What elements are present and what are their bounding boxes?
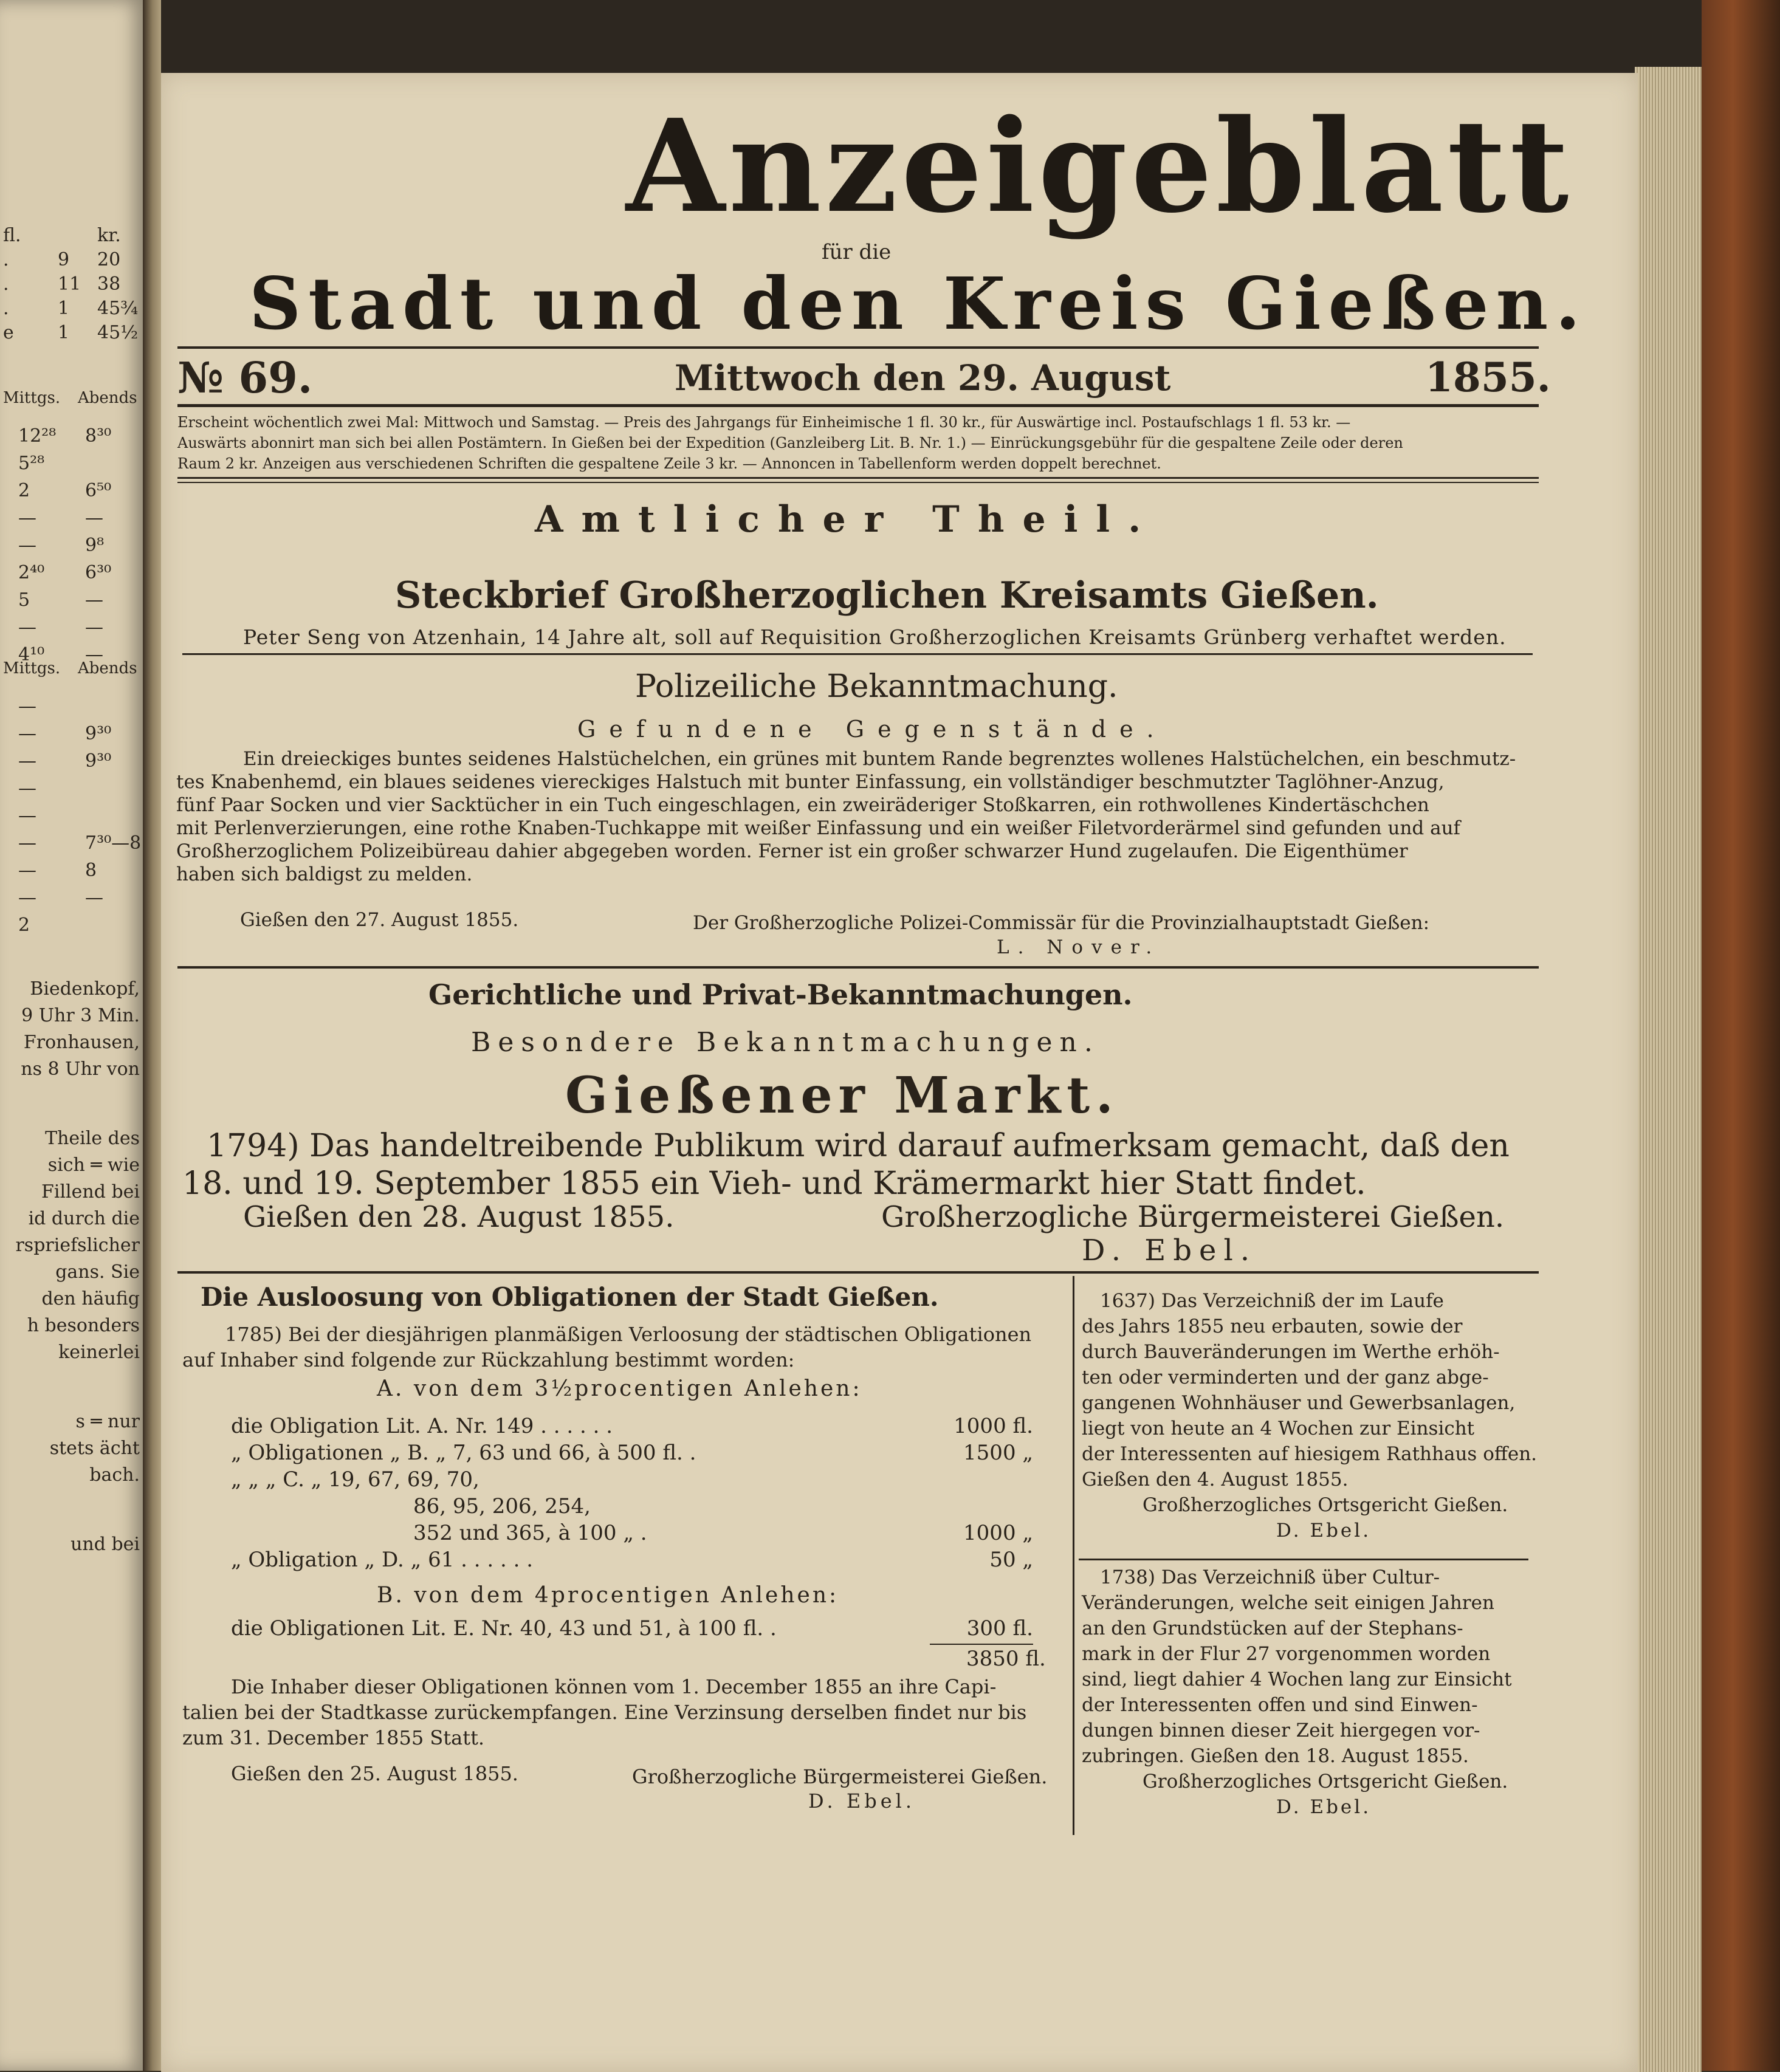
text-line: 1637) Das Verzeichniß der im Laufe bbox=[1100, 1290, 1444, 1312]
lottery-signatory: Großherzogliche Bürgermeisterei Gießen. bbox=[632, 1765, 1048, 1788]
text-line: des Jahrs 1855 neu erbauten, sowie der bbox=[1082, 1316, 1463, 1337]
lottery-date: Gießen den 25. August 1855. bbox=[231, 1762, 518, 1785]
text-line: tes Knabenhemd, ein blaues seidenes viereckiges Halstuch mit bunter Einfassung, ein vollständiger beschmutzter Taglöhner-Anzug, bbox=[176, 771, 1445, 793]
lottery-total: 3850 fl. bbox=[966, 1647, 1046, 1671]
left-row-value: 11 bbox=[58, 273, 81, 295]
lottery-a-amount: 1000 „ bbox=[963, 1521, 1033, 1545]
left-table-cell: 5 bbox=[18, 589, 30, 611]
left-text-line: den häufig bbox=[41, 1288, 140, 1309]
left-row-value: 1 bbox=[58, 322, 70, 343]
rule bbox=[177, 966, 1539, 969]
text-line: Veränderungen, welche seit einigen Jahren bbox=[1082, 1592, 1494, 1614]
issue-date: Mittwoch den 29. August bbox=[675, 357, 1171, 399]
lottery-a-row bbox=[231, 1413, 1064, 1439]
left-text-line: keinerlei bbox=[58, 1342, 140, 1363]
left-table-cell: — bbox=[18, 696, 36, 717]
left-row-label: . bbox=[3, 273, 9, 295]
issue-year: 1855. bbox=[1425, 354, 1551, 401]
rule bbox=[1079, 1559, 1528, 1560]
left-table-cell: — bbox=[18, 617, 36, 638]
left-table-cell: — bbox=[18, 750, 36, 772]
found-date: Gießen den 27. August 1855. bbox=[240, 909, 519, 931]
left-table-cell: — bbox=[85, 589, 103, 611]
rule bbox=[177, 1271, 1539, 1274]
left-table-cell: 8³⁰ bbox=[85, 425, 112, 447]
left-table-cell: — bbox=[85, 644, 103, 665]
left-row-value: 9 bbox=[58, 249, 70, 270]
masthead-fuer-die: für die bbox=[822, 240, 892, 264]
left-table-cell: 4¹⁰ bbox=[18, 644, 45, 665]
lottery-a-amount: 1000 fl. bbox=[954, 1414, 1033, 1438]
lottery-a-row bbox=[231, 1493, 1064, 1520]
left-text-line: Fronhausen, bbox=[23, 1032, 140, 1053]
left-page bbox=[0, 0, 146, 2071]
left-table-cell: — bbox=[18, 778, 36, 799]
left-text-line: h besonders bbox=[27, 1315, 140, 1336]
text-line: auf Inhaber sind folgende zur Rückzahlung bestimmt worden: bbox=[182, 1348, 795, 1371]
found-name: L. Nover. bbox=[997, 936, 1161, 958]
left-row-value: 45¾ bbox=[97, 298, 139, 319]
left-table-header: Mittgs. bbox=[3, 659, 61, 678]
issue-number: № 69. bbox=[177, 352, 313, 403]
police-title: Polizeiliche Bekanntmachung. bbox=[635, 668, 1118, 705]
left-table-cell: — bbox=[18, 723, 36, 744]
left-text-line: gans. Sie bbox=[55, 1261, 140, 1283]
left-text-line: und bei bbox=[70, 1534, 140, 1555]
left-row-value: kr. bbox=[97, 225, 121, 246]
header-rule-top bbox=[177, 346, 1539, 349]
left-table-cell: 8 bbox=[85, 860, 97, 881]
left-text-line: bach. bbox=[89, 1464, 140, 1486]
rule bbox=[182, 653, 1533, 655]
text-line: 1794) Das handeltreibende Publikum wird darauf aufmerksam gemacht, daß den bbox=[207, 1128, 1510, 1164]
market-text bbox=[182, 1127, 1510, 1202]
text-line: talien bei der Stadtkasse zurückempfangen. Eine Verzinsung derselben findet nur bis bbox=[182, 1701, 1027, 1724]
text-line: zubringen. Gießen den 18. August 1855. bbox=[1082, 1745, 1469, 1767]
text-line: 18. und 19. September 1855 ein Vieh- und Krämermarkt hier Statt findet. bbox=[182, 1165, 1366, 1202]
lottery-a-heading: A. von dem 3½procentigen Anlehen: bbox=[377, 1376, 862, 1401]
lottery-b-heading: B. von dem 4procentigen Anlehen: bbox=[377, 1583, 839, 1608]
warrant-title: Steckbrief Großherzoglichen Kreisamts Gießen. bbox=[395, 574, 1379, 617]
text-line: Ein dreieckiges buntes seidenes Halstüchelchen, ein grünes mit buntem Rande begrenztes wollenes Halstüchelchen, ein beschmutz- bbox=[243, 748, 1516, 770]
lottery-closing bbox=[182, 1674, 1026, 1751]
notice-1637 bbox=[1082, 1288, 1537, 1543]
text-line: Großherzoglichem Polizeibüreau dahier abgegeben worden. Ferner ist ein großer schwarzer Hund zugelaufen. Die Eigenthümer bbox=[176, 840, 1408, 862]
left-text-line: stets ächt bbox=[49, 1438, 140, 1459]
text-line: der Interessenten offen und sind Einwen- bbox=[1082, 1694, 1478, 1716]
left-table-cell: 6³⁰ bbox=[85, 562, 112, 583]
lottery-a-amount: 50 „ bbox=[989, 1548, 1033, 1572]
left-table-cell: — bbox=[85, 887, 103, 908]
column-divider bbox=[1073, 1276, 1074, 1835]
found-signatory: Der Großherzogliche Polizei-Commissär für die Provinzialhauptstadt Gießen: bbox=[693, 912, 1430, 934]
left-table-cell: — bbox=[85, 507, 103, 529]
left-table-header: Abends bbox=[78, 389, 137, 407]
text-line: 1785) Bei der diesjährigen planmäßigen Verloosung der städtischen Obligationen bbox=[225, 1323, 1032, 1346]
left-text-line: ns 8 Uhr von bbox=[21, 1058, 140, 1080]
lottery-a-row bbox=[231, 1520, 1064, 1546]
text-line: fünf Paar Socken und vier Sacktücher in ein Tuch eingeschlagen, ein zweiräderiger Stoßkarren, ein rothwollenes Kindertäschchen bbox=[176, 794, 1429, 816]
lottery-a-text: „ Obligation „ D. „ 61 . . . . . . bbox=[231, 1548, 534, 1572]
masthead-title: Anzeigeblatt bbox=[626, 91, 1573, 241]
found-items-text bbox=[176, 747, 1516, 886]
left-row-label: . bbox=[3, 249, 9, 270]
left-table-cell: — bbox=[18, 805, 36, 826]
left-row-label: fl. bbox=[3, 225, 21, 246]
notice-signatory: Großherzogliches Ortsgericht Gießen. bbox=[1143, 1494, 1508, 1516]
text-line: durch Bauveränderungen im Werthe erhöh- bbox=[1082, 1341, 1500, 1363]
left-text-line: Biedenkopf, bbox=[30, 978, 140, 1000]
text-line: Die Inhaber dieser Obligationen können vom 1. December 1855 an ihre Capi- bbox=[231, 1675, 997, 1698]
text-line: zum 31. December 1855 Statt. bbox=[182, 1726, 485, 1749]
left-table-cell: 2 bbox=[18, 480, 30, 501]
background-top bbox=[161, 0, 1705, 73]
left-row-value: 1 bbox=[58, 298, 70, 319]
text-line: gangenen Wohnhäuser und Gewerbsanlagen, bbox=[1082, 1392, 1516, 1414]
lottery-a-text: „ Obligationen „ B. „ 7, 63 und 66, à 500 fl. . bbox=[231, 1441, 696, 1465]
text-line: liegt von heute an 4 Wochen zur Einsicht bbox=[1082, 1418, 1475, 1439]
left-table-cell: — bbox=[18, 887, 36, 908]
private-subheading: Besondere Bekanntmachungen. bbox=[471, 1027, 1100, 1058]
text-line: mit Perlenverzierungen, eine rothe Knaben-Tuchkappe mit weißer Einfassung und ein weißer Filetvorderärmel sind gefunden und auf bbox=[176, 817, 1461, 839]
lottery-a-text: 86, 95, 206, 254, bbox=[413, 1494, 591, 1518]
left-text-line: s ═ nur bbox=[75, 1411, 140, 1432]
left-table-cell: — bbox=[18, 860, 36, 881]
market-title: Gießener Markt. bbox=[565, 1066, 1119, 1125]
text-line: 1738) Das Verzeichniß über Cultur- bbox=[1100, 1566, 1440, 1588]
lottery-intro bbox=[182, 1322, 1031, 1373]
lottery-a-table bbox=[231, 1413, 1064, 1573]
left-row-value: 20 bbox=[97, 249, 121, 270]
left-table-header: Mittgs. bbox=[3, 389, 61, 407]
lottery-a-text: die Obligation Lit. A. Nr. 149 . . . . . . bbox=[231, 1414, 613, 1438]
left-table-cell: 5²⁸ bbox=[18, 453, 45, 474]
terms-line: Raum 2 kr. Anzeigen aus verschiedenen Schriften die gespaltene Zeile 3 kr. — Annoncen in Tabellenform werden doppelt berechnet. bbox=[177, 455, 1161, 472]
left-text-line: sich ═ wie bbox=[47, 1154, 140, 1176]
lottery-a-amount: 1500 „ bbox=[963, 1441, 1033, 1465]
warrant-text: Peter Seng von Atzenhain, 14 Jahre alt, soll auf Requisition Großherzoglichen Kreisamts Grünberg verhaftet werden. bbox=[243, 625, 1507, 649]
text-line: sind, liegt dahier 4 Wochen lang zur Einsicht bbox=[1082, 1669, 1512, 1690]
text-line: Gießen den 4. August 1855. bbox=[1082, 1469, 1349, 1491]
private-heading: Gerichtliche und Privat-Bekanntmachungen. bbox=[428, 978, 1133, 1011]
text-line: an den Grundstücken auf der Stephans- bbox=[1082, 1617, 1463, 1639]
market-name: D. Ebel. bbox=[1082, 1233, 1257, 1268]
left-table-header: Abends bbox=[78, 659, 137, 678]
left-table-cell: 9³⁰ bbox=[85, 723, 112, 744]
lottery-a-text: „ „ „ C. „ 19, 67, 69, 70, bbox=[231, 1467, 479, 1492]
text-line: mark in der Flur 27 vorgenommen worden bbox=[1082, 1643, 1491, 1665]
rule bbox=[177, 477, 1539, 479]
left-row-value: 38 bbox=[97, 273, 121, 295]
text-line: der Interessenten auf hiesigem Rathhaus offen. bbox=[1082, 1443, 1538, 1465]
left-table-cell: 9⁸ bbox=[85, 535, 105, 556]
market-signatory: Großherzogliche Bürgermeisterei Gießen. bbox=[881, 1200, 1505, 1234]
left-row-label: e bbox=[3, 322, 14, 343]
left-text-line: Theile des bbox=[45, 1128, 140, 1149]
lottery-a-row bbox=[231, 1439, 1064, 1466]
text-line: haben sich baldigst zu melden. bbox=[176, 863, 473, 885]
found-heading: Gefundene Gegenstände. bbox=[577, 716, 1167, 743]
text-line: ten oder verminderten und der ganz abge- bbox=[1082, 1367, 1489, 1388]
notice-signatory: Großherzogliches Ortsgericht Gießen. bbox=[1143, 1771, 1508, 1792]
text-line: dungen binnen dieser Zeit hiergegen vor- bbox=[1082, 1720, 1480, 1741]
subscription-terms bbox=[177, 412, 1403, 474]
left-table-cell: 7³⁰—8 bbox=[85, 832, 142, 854]
sum-rule bbox=[930, 1644, 1033, 1645]
lottery-a-text: 352 und 365, à 100 „ . bbox=[413, 1521, 647, 1545]
official-heading: Amtlicher Theil. bbox=[535, 498, 1160, 541]
lottery-name: D. Ebel. bbox=[808, 1789, 916, 1813]
left-row-value: 45½ bbox=[97, 322, 139, 343]
terms-line: Auswärts abonnirt man sich bei allen Postämtern. In Gießen bei der Expedition (Ganzleiberg Lit. B. Nr. 1.) — Einrückungsgebühr für die gespaltene Zeile oder deren bbox=[177, 434, 1403, 451]
lottery-a-row bbox=[231, 1466, 1064, 1493]
rule bbox=[177, 482, 1539, 483]
left-table-cell: 12²⁸ bbox=[18, 425, 57, 447]
book-cover bbox=[1702, 0, 1780, 2071]
page-edges bbox=[1635, 67, 1702, 2072]
left-table-cell: — bbox=[18, 507, 36, 529]
market-date: Gießen den 28. August 1855. bbox=[243, 1200, 675, 1234]
left-table-cell: 2 bbox=[18, 914, 30, 936]
left-text-line: 9 Uhr 3 Min. bbox=[21, 1005, 140, 1026]
left-text-line: rspriefslicher bbox=[15, 1235, 140, 1256]
left-table-cell: — bbox=[18, 535, 36, 556]
lottery-title: Die Ausloosung von Obligationen der Stadt Gießen. bbox=[201, 1282, 939, 1312]
notice-name: D. Ebel. bbox=[1276, 1520, 1372, 1542]
header-rule-bottom bbox=[177, 404, 1539, 407]
left-table-cell: — bbox=[18, 832, 36, 854]
masthead-subtitle: Stadt und den Kreis Gießen. bbox=[249, 261, 1588, 346]
notice-name: D. Ebel. bbox=[1276, 1796, 1372, 1818]
left-table-cell: 2⁴⁰ bbox=[18, 562, 45, 583]
left-table-cell: — bbox=[85, 617, 103, 638]
lottery-b-amount: 300 fl. bbox=[966, 1616, 1033, 1641]
left-table-cell: 9³⁰ bbox=[85, 750, 112, 772]
lottery-a-row bbox=[231, 1546, 1064, 1573]
left-text-line: id durch die bbox=[28, 1208, 140, 1229]
lottery-b-row bbox=[231, 1616, 1064, 1641]
lottery-b-text: die Obligationen Lit. E. Nr. 40, 43 und 51, à 100 fl. . bbox=[231, 1616, 777, 1641]
terms-line: Erscheint wöchentlich zwei Mal: Mittwoch und Samstag. — Preis des Jahrgangs für Einheimische 1 fl. 30 kr., für Auswärtige incl. Postaufschlags 1 fl. 53 kr. — bbox=[177, 414, 1351, 431]
notice-1738 bbox=[1082, 1565, 1512, 1820]
left-table-cell: 6⁵⁰ bbox=[85, 480, 112, 501]
left-text-line: Fillend bei bbox=[41, 1181, 140, 1202]
left-row-label: . bbox=[3, 298, 9, 319]
